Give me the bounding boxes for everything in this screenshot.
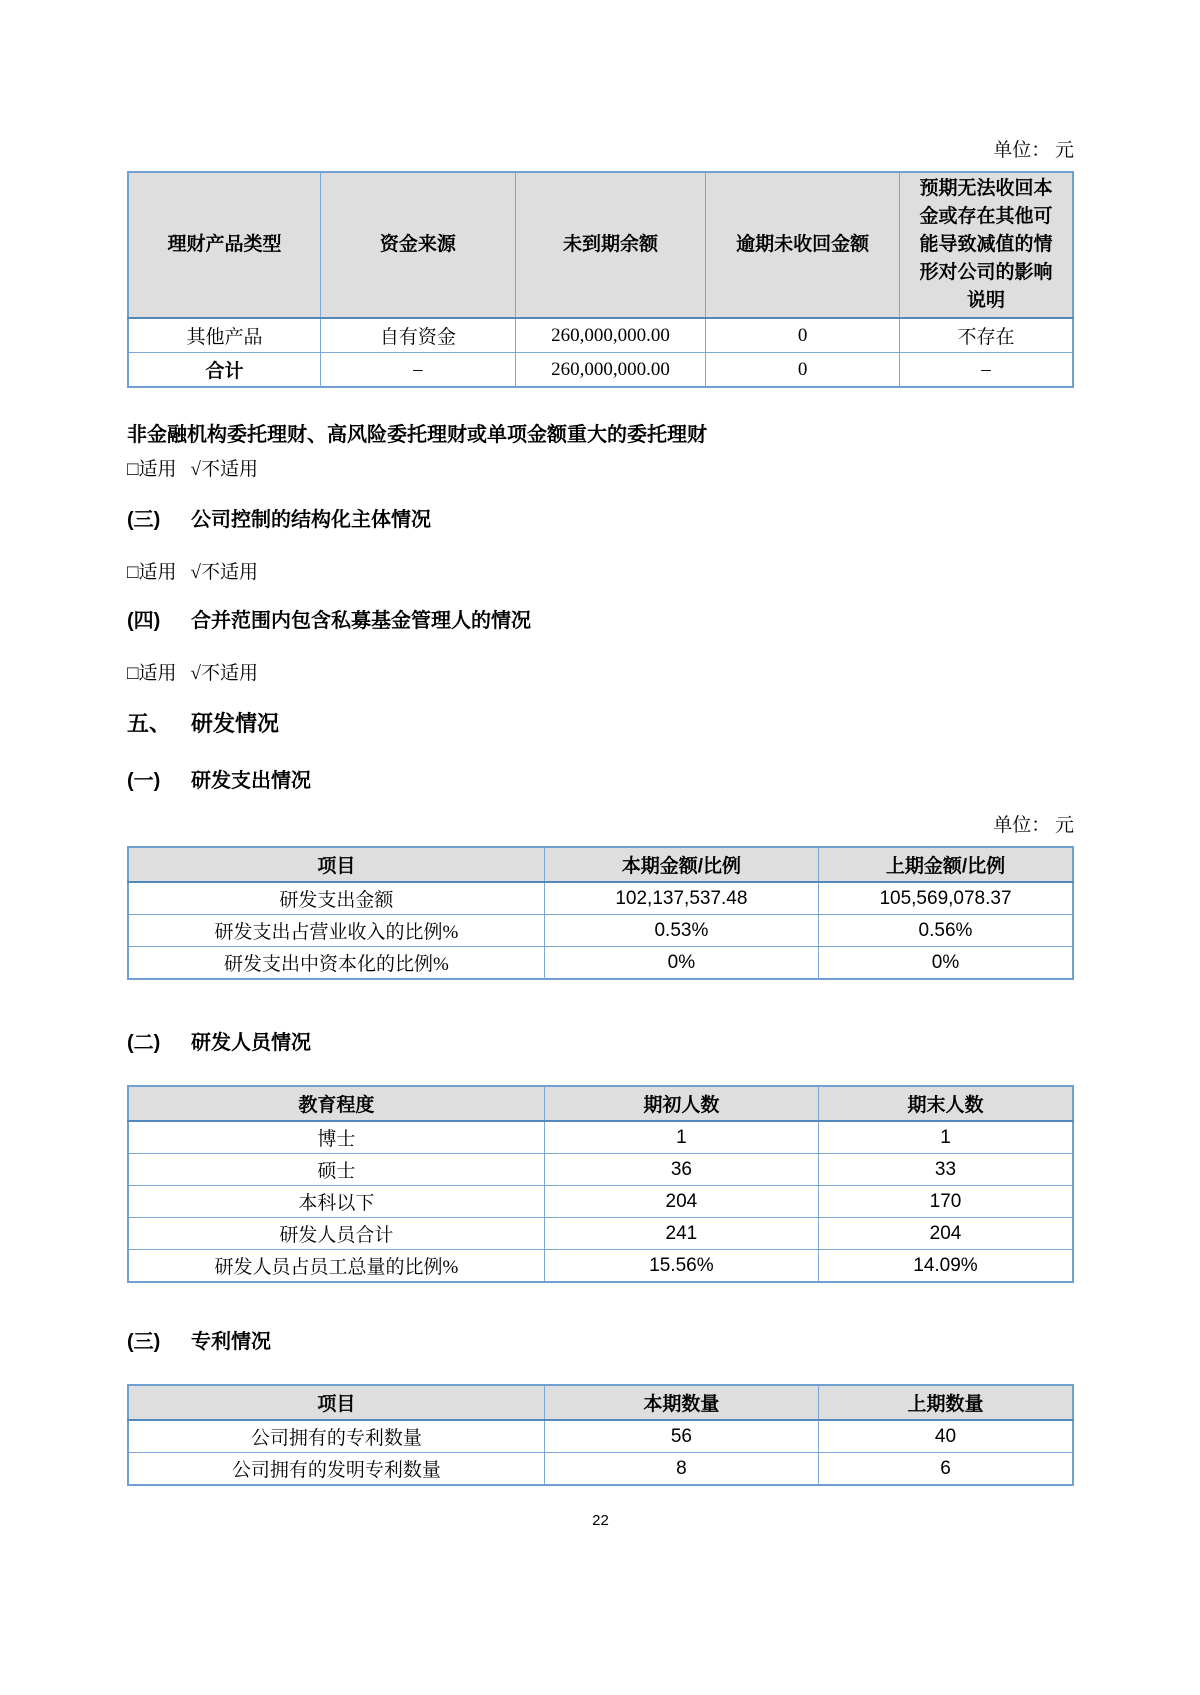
not-apply-label: 不适用 [200,663,258,684]
wealth-management-table [127,171,1074,388]
check-mark-icon: √ [190,459,201,480]
table-cell: 博士 [128,1121,544,1154]
applicability-line [127,457,1074,483]
table-cell: 1 [818,1121,1073,1154]
table-row [128,1186,1073,1218]
table-row [128,1154,1073,1186]
unit-label: 单位： 元 [993,815,1074,836]
table-cell: 8 [544,1453,818,1486]
section-heading-patents [127,1329,1074,1356]
apply-label: 适用 [138,663,177,684]
table-cell: 170 [818,1186,1073,1218]
table-cell: 研发人员占员工总量的比例% [128,1250,544,1283]
table-cell: 研发支出金额 [128,882,544,915]
section-number: (一) [127,770,161,792]
page-number: 22 [592,1512,609,1529]
entrusted-wealth-note: 非金融机构委托理财、高风险委托理财或单项金额重大的委托理财 [127,424,707,446]
column-header: 逾期未收回金额 [706,172,900,318]
table-cell: 0% [544,947,818,980]
applicability-line [127,661,1074,687]
checkbox-unchecked-icon: □ [127,562,139,583]
column-header: 本期金额/比例 [544,847,818,882]
column-header: 项目 [128,1385,544,1420]
column-header: 上期金额/比例 [818,847,1073,882]
section-number: (四) [127,610,161,632]
table-total-row [128,353,1073,388]
table-cell: 204 [544,1186,818,1218]
table-cell: 公司拥有的发明专利数量 [128,1453,544,1486]
table-cell: – [321,353,516,388]
table-cell: 102,137,537.48 [544,882,818,915]
table-cell: 其他产品 [128,318,321,353]
section-heading-rd-personnel [127,1030,1074,1057]
table-cell: 6 [818,1453,1073,1486]
not-apply-label: 不适用 [200,459,258,480]
table-cell: 本科以下 [128,1186,544,1218]
table-cell: 260,000,000.00 [515,318,705,353]
unit-label: 单位： 元 [993,140,1074,161]
section-title: 合并范围内包含私募基金管理人的情况 [191,610,531,632]
check-mark-icon: √ [190,562,201,583]
table-cell: 1 [544,1121,818,1154]
column-header: 资金来源 [321,172,516,318]
table-row [128,1453,1073,1486]
table-cell: 0 [706,353,900,388]
table-cell: 研发支出中资本化的比例% [128,947,544,980]
table-cell: 204 [818,1218,1073,1250]
table-cell: 公司拥有的专利数量 [128,1420,544,1453]
section-title: 研发支出情况 [191,770,311,792]
rd-personnel-table [127,1085,1074,1283]
table-row [128,1121,1073,1154]
section-heading-rd [127,709,1074,738]
table-row [128,318,1073,353]
column-header: 期初人数 [544,1086,818,1121]
table-cell: 33 [818,1154,1073,1186]
patent-table [127,1384,1074,1486]
apply-label: 适用 [138,562,177,583]
table-cell: 56 [544,1420,818,1453]
section-heading-rd-expense [127,768,1074,795]
column-header: 理财产品类型 [128,172,321,318]
table-header-row [128,847,1073,882]
table-cell: 硕士 [128,1154,544,1186]
table-cell: 40 [818,1420,1073,1453]
table-header-row [128,1086,1073,1121]
column-header: 教育程度 [128,1086,544,1121]
table-cell: 0% [818,947,1073,980]
section-number: (三) [127,509,161,531]
table-cell: 241 [544,1218,818,1250]
table-header-row [128,172,1073,318]
table-cell: 自有资金 [321,318,516,353]
table-cell: – [900,353,1073,388]
table-cell: 15.56% [544,1250,818,1283]
section-title: 专利情况 [191,1331,271,1353]
column-header: 预期无法收回本金或存在其他可能导致减值的情形对公司的影响说明 [900,172,1073,318]
checkbox-unchecked-icon: □ [127,663,139,684]
apply-label: 适用 [138,459,177,480]
section-number: (三) [127,1331,161,1353]
column-header: 上期数量 [818,1385,1073,1420]
column-header: 项目 [128,847,544,882]
table-cell: 260,000,000.00 [515,353,705,388]
table-cell: 0 [706,318,900,353]
table-cell: 研发人员合计 [128,1218,544,1250]
table-cell: 105,569,078.37 [818,882,1073,915]
section-title: 研发人员情况 [191,1032,311,1054]
check-mark-icon: √ [190,663,201,684]
column-header: 未到期余额 [515,172,705,318]
table-row [128,1218,1073,1250]
section-heading-structured-entities [127,507,1074,534]
checkbox-unchecked-icon: □ [127,459,139,480]
section-title: 公司控制的结构化主体情况 [191,509,431,531]
applicability-line [127,560,1074,586]
rd-expense-table [127,846,1074,980]
table-cell: 合计 [128,353,321,388]
table-cell: 0.53% [544,915,818,947]
section-number: 五、 [127,711,172,736]
table-header-row [128,1385,1073,1420]
table-cell: 36 [544,1154,818,1186]
section-title: 研发情况 [191,711,280,736]
table-row [128,1420,1073,1453]
not-apply-label: 不适用 [200,562,258,583]
table-row [128,1250,1073,1283]
table-cell: 0.56% [818,915,1073,947]
table-row [128,915,1073,947]
table-cell: 14.09% [818,1250,1073,1283]
table-cell: 不存在 [900,318,1073,353]
table-cell: 研发支出占营业收入的比例% [128,915,544,947]
table-row [128,882,1073,915]
table-row [128,947,1073,980]
section-heading-private-fund [127,608,1074,635]
section-number: (二) [127,1032,161,1054]
column-header: 期末人数 [818,1086,1073,1121]
column-header: 本期数量 [544,1385,818,1420]
